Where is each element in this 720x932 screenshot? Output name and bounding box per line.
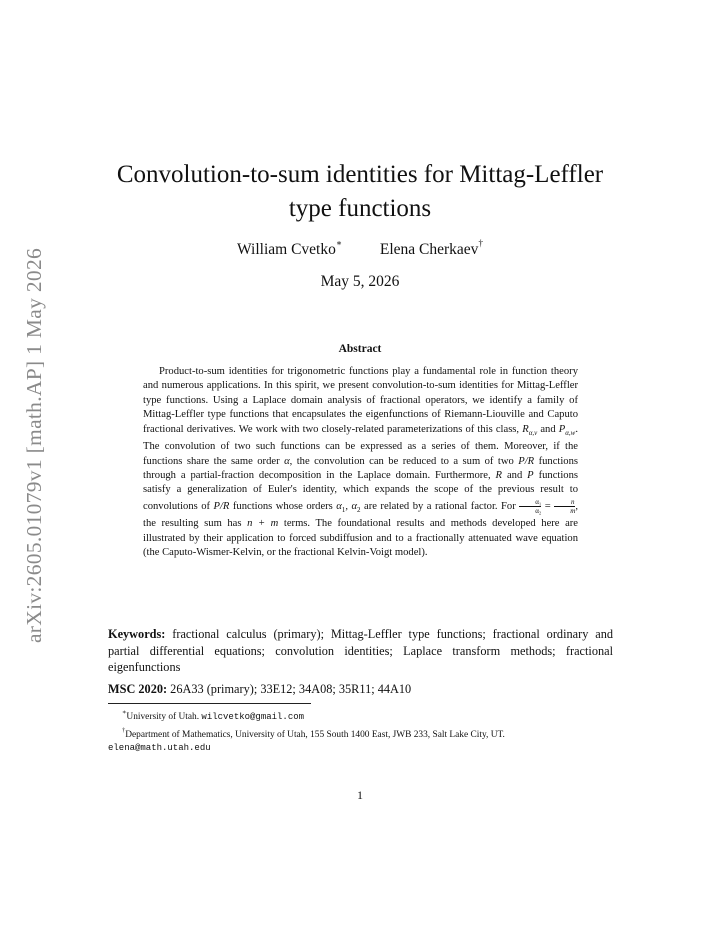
footnotes [108,707,618,756]
abstract-body [143,365,578,560]
email-link[interactable]: wilcvetko@gmail.com [201,712,305,723]
author-footnote-mark: † [478,238,483,248]
paper-date: May 5, 2026 [320,273,400,290]
author-1 [237,240,342,259]
footnote-1: ∗University of Utah. wilcvetko@gmail.com [122,709,305,723]
footnote-2-email [108,742,618,756]
keywords [108,626,613,676]
msc-text: 26A33 (primary); 33E12; 34A08; 35R11; 44A10 [167,682,412,696]
keywords-text: fractional calculus (primary); Mittag-Leffler type functions; fractional ordinary and partial differential equations; convolution identities; Laplace transform methods; fractional eigenfunctions [108,627,613,674]
footnote-2: †Department of Mathematics, University of Utah, 155 South 1400 East, JWB 233, Salt Lake City, UT. [122,726,505,740]
title-line-1: Convolution-to-sum identities for Mittag-Leffler [116,161,604,188]
author-2 [380,240,483,259]
arxiv-identifier: arXiv:2605.01079v1 [math.AP] 1 May 2026 [22,247,47,643]
keywords-label: Keywords: [108,627,166,641]
arxiv-side-stamp [22,247,48,643]
abstract-heading: Abstract [338,343,382,355]
abstract-paragraph: Product-to-sum identities for trigonometric functions play a fundamental role in function theory and numerous applications. In this spirit, we present convolution-to-sum identities for Mittag-Leffler type functions. Using a Laplace domain analysis of fractional operators, we identify a family of Mittag-Leffler type functions that encapsulates the eigenfunctions of Riemann-Liouville and Caputo fractional derivatives. We work with two closely-related parameterizations of this class, $R_{\alpha,v}$ and $P_{\alpha,w}$. The convolution of two such functions can be expressed as a series of them. Moreover, if the functions share the same order α, the convolution can be reduced to a sum of two P/R functions through a partial-fraction decomposition in the Laplace domain. Furthermore, R and P functions satisfy a generalization of Euler's identity, which expands the scope of the previous result to convolutions of P/R functions whose orders $\alpha_1$, $\alpha_2$ are related by a rational factor. For $\frac{\text{α₁}}{\text{α₂}}$ = $\frac{n}{m}$ , the resulting sum has n + m terms. The foundational results and methods developed here are illustrated by their application to forced subdiffusion and to a fractionally attenuated wave equation (the Caputo-Wismer-Kelvin, or the fractional Kelvin-Voigt model). [143,366,579,559]
msc-label: MSC 2020: [108,682,168,696]
author-name: William Cvetko [237,241,336,259]
page-number: 1 [357,788,363,802]
paper-title [110,158,610,226]
title-line-2: type functions [288,195,432,222]
author-name: Elena Cherkaev [379,241,479,259]
author-footnote-mark: ∗ [335,238,342,248]
email-link[interactable]: elena@math.utah.edu [108,743,211,754]
author-list [110,240,610,259]
footnote-rule [108,703,311,704]
msc-classification [108,681,613,698]
